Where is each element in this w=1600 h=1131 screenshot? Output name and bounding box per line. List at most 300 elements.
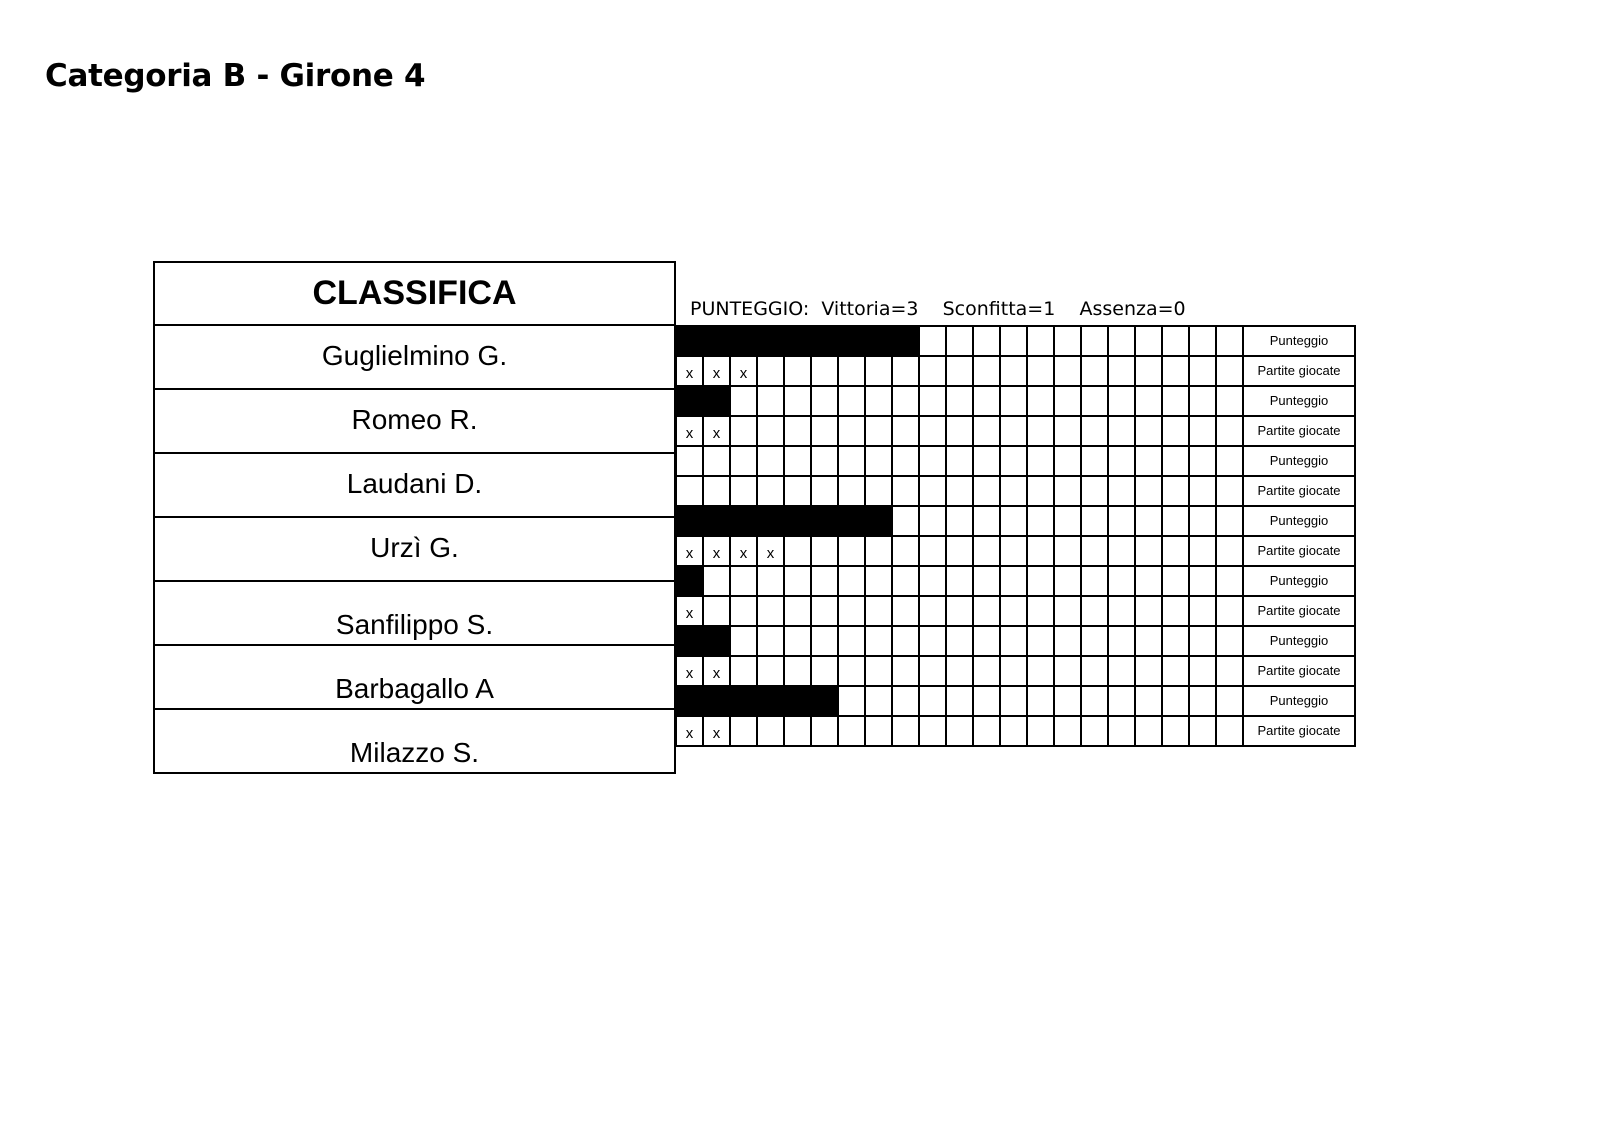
score-cell-empty <box>730 626 757 656</box>
played-cell <box>1054 356 1081 386</box>
played-cell <box>919 356 946 386</box>
played-cell <box>730 416 757 446</box>
score-cell-empty <box>1027 626 1054 656</box>
played-cell <box>838 536 865 566</box>
score-cell-empty <box>1081 326 1108 356</box>
score-row <box>676 626 1355 656</box>
played-cell <box>919 536 946 566</box>
player-name-row <box>155 582 674 646</box>
played-cell <box>1216 716 1243 746</box>
played-cell <box>838 356 865 386</box>
score-row-label: Punteggio <box>1243 566 1355 596</box>
score-row <box>676 446 1355 476</box>
score-cell-empty <box>1189 326 1216 356</box>
score-cell-empty <box>1108 506 1135 536</box>
played-cell: x <box>703 356 730 386</box>
played-cell <box>1027 716 1054 746</box>
played-cell <box>703 596 730 626</box>
played-row-label: Partite giocate <box>1243 656 1355 686</box>
played-cell <box>1000 536 1027 566</box>
played-cell <box>1189 536 1216 566</box>
score-cell-empty <box>1054 326 1081 356</box>
played-cell <box>784 476 811 506</box>
played-cell <box>1162 476 1189 506</box>
played-cell <box>1135 356 1162 386</box>
score-cell-filled <box>730 326 757 356</box>
played-cell <box>784 656 811 686</box>
played-cell <box>1054 536 1081 566</box>
score-cell-empty <box>1135 686 1162 716</box>
score-cell-empty <box>1216 326 1243 356</box>
score-cell-filled <box>784 506 811 536</box>
score-cell-empty <box>784 446 811 476</box>
player-name-row <box>155 518 674 582</box>
played-cell <box>892 356 919 386</box>
played-cell <box>892 416 919 446</box>
played-cell <box>1054 656 1081 686</box>
played-cell: x <box>730 356 757 386</box>
score-cell-filled <box>811 686 838 716</box>
player-name-row <box>155 326 674 390</box>
score-row <box>676 566 1355 596</box>
played-cell: x <box>757 536 784 566</box>
score-row-label: Punteggio <box>1243 386 1355 416</box>
played-cell <box>1000 476 1027 506</box>
played-cell <box>1135 656 1162 686</box>
score-cell-filled <box>865 326 892 356</box>
played-cell <box>1027 536 1054 566</box>
played-cell <box>1162 416 1189 446</box>
score-row-label: Punteggio <box>1243 326 1355 356</box>
score-cell-empty <box>892 566 919 596</box>
score-cell-filled <box>730 686 757 716</box>
played-cell <box>676 476 703 506</box>
score-cell-empty <box>838 566 865 596</box>
played-cell <box>811 656 838 686</box>
score-cell-empty <box>1081 446 1108 476</box>
score-cell-empty <box>757 386 784 416</box>
score-cell-empty <box>811 446 838 476</box>
played-cell: x <box>703 416 730 446</box>
played-cell <box>1081 356 1108 386</box>
played-cell <box>811 416 838 446</box>
played-cell <box>1135 716 1162 746</box>
played-cell <box>1162 356 1189 386</box>
played-cell <box>838 416 865 446</box>
played-row <box>676 476 1355 506</box>
score-cell-empty <box>1081 626 1108 656</box>
score-cell-empty <box>1162 506 1189 536</box>
played-row <box>676 596 1355 626</box>
played-cell <box>757 356 784 386</box>
played-cell <box>1108 356 1135 386</box>
played-cell <box>973 536 1000 566</box>
score-cell-empty <box>1081 686 1108 716</box>
score-cell-empty <box>811 386 838 416</box>
score-cell-empty <box>1135 386 1162 416</box>
played-cell <box>1108 596 1135 626</box>
score-cell-empty <box>1216 626 1243 656</box>
played-cell <box>1189 416 1216 446</box>
score-cell-empty <box>730 446 757 476</box>
score-cell-empty <box>1000 686 1027 716</box>
played-row-label: Partite giocate <box>1243 416 1355 446</box>
score-cell-empty <box>1216 686 1243 716</box>
played-cell <box>1081 476 1108 506</box>
score-cell-empty <box>1135 446 1162 476</box>
played-cell <box>1000 716 1027 746</box>
played-cell <box>892 596 919 626</box>
played-cell <box>1027 656 1054 686</box>
score-cell-empty <box>973 326 1000 356</box>
played-cell <box>1081 416 1108 446</box>
score-cell-empty <box>892 686 919 716</box>
played-cell <box>784 596 811 626</box>
score-cell-empty <box>919 626 946 656</box>
played-cell <box>811 596 838 626</box>
score-cell-empty <box>1162 326 1189 356</box>
player-name: Sanfilippo S. <box>335 609 494 640</box>
score-cell-empty <box>973 446 1000 476</box>
played-cell <box>865 536 892 566</box>
score-cell-empty <box>919 506 946 536</box>
score-cell-empty <box>1108 386 1135 416</box>
score-cell-filled <box>838 326 865 356</box>
score-row-label: Punteggio <box>1243 626 1355 656</box>
played-cell <box>1162 536 1189 566</box>
played-cell <box>946 416 973 446</box>
score-cell-filled <box>703 686 730 716</box>
played-cell <box>946 476 973 506</box>
played-cell: x <box>703 536 730 566</box>
played-cell <box>1027 596 1054 626</box>
played-cell <box>973 656 1000 686</box>
score-cell-empty <box>1054 686 1081 716</box>
score-cell-empty <box>784 626 811 656</box>
score-cell-empty <box>1162 686 1189 716</box>
score-cell-empty <box>1162 626 1189 656</box>
played-cell <box>892 476 919 506</box>
played-cell <box>865 416 892 446</box>
played-cell <box>757 716 784 746</box>
played-cell <box>1135 596 1162 626</box>
score-cell-empty <box>1108 686 1135 716</box>
played-cell <box>730 596 757 626</box>
score-cell-empty <box>1000 446 1027 476</box>
score-cell-empty <box>1054 506 1081 536</box>
score-cell-empty <box>1216 386 1243 416</box>
player-name: Milazzo S. <box>349 737 480 768</box>
score-row-label: Punteggio <box>1243 446 1355 476</box>
played-cell: x <box>676 356 703 386</box>
standings-header: CLASSIFICA <box>155 263 674 326</box>
played-cell <box>1189 656 1216 686</box>
score-cell-filled <box>757 686 784 716</box>
score-cell-empty <box>919 326 946 356</box>
played-cell <box>1108 536 1135 566</box>
score-cell-filled <box>676 506 703 536</box>
played-cell <box>1162 596 1189 626</box>
score-cell-empty <box>1135 626 1162 656</box>
played-cell <box>1189 356 1216 386</box>
played-cell <box>1135 416 1162 446</box>
score-row <box>676 326 1355 356</box>
score-cell-empty <box>1216 446 1243 476</box>
score-cell-empty <box>946 326 973 356</box>
player-name-row <box>155 390 674 454</box>
score-cell-filled <box>757 506 784 536</box>
score-cell-empty <box>892 506 919 536</box>
score-cell-filled <box>703 326 730 356</box>
played-cell <box>1189 476 1216 506</box>
played-cell <box>757 656 784 686</box>
score-cell-empty <box>1135 506 1162 536</box>
played-cell <box>973 596 1000 626</box>
played-cell <box>703 476 730 506</box>
played-cell <box>1189 716 1216 746</box>
score-cell-empty <box>703 566 730 596</box>
score-cell-empty <box>1135 566 1162 596</box>
played-cell <box>1216 656 1243 686</box>
score-cell-filled <box>892 326 919 356</box>
score-cell-filled <box>838 506 865 536</box>
score-cell-empty <box>1054 386 1081 416</box>
score-cell-empty <box>946 566 973 596</box>
played-cell <box>946 596 973 626</box>
played-cell: x <box>676 536 703 566</box>
played-cell <box>1216 596 1243 626</box>
score-cell-empty <box>1054 626 1081 656</box>
played-cell <box>1000 356 1027 386</box>
score-cell-empty <box>1000 566 1027 596</box>
score-cell-empty <box>1081 566 1108 596</box>
score-cell-empty <box>757 566 784 596</box>
score-cell-empty <box>1000 626 1027 656</box>
score-cell-empty <box>1108 566 1135 596</box>
played-cell <box>1000 416 1027 446</box>
played-cell <box>730 476 757 506</box>
played-cell <box>973 476 1000 506</box>
score-cell-empty <box>865 446 892 476</box>
played-cell <box>1000 656 1027 686</box>
score-cell-filled <box>676 566 703 596</box>
played-cell <box>1054 716 1081 746</box>
played-cell <box>1027 356 1054 386</box>
played-cell: x <box>676 716 703 746</box>
score-cell-empty <box>973 626 1000 656</box>
played-cell <box>1027 476 1054 506</box>
score-row-label: Punteggio <box>1243 686 1355 716</box>
score-cell-filled <box>676 626 703 656</box>
played-cell <box>892 656 919 686</box>
played-cell <box>1216 416 1243 446</box>
score-cell-empty <box>1027 686 1054 716</box>
played-cell <box>919 416 946 446</box>
player-name-row <box>155 710 674 772</box>
score-cell-empty <box>865 386 892 416</box>
score-cell-empty <box>811 566 838 596</box>
score-cell-empty <box>811 626 838 656</box>
score-cell-empty <box>1162 386 1189 416</box>
played-cell <box>892 716 919 746</box>
score-cell-empty <box>1081 506 1108 536</box>
played-cell <box>730 716 757 746</box>
played-cell <box>865 716 892 746</box>
played-cell <box>973 416 1000 446</box>
played-cell <box>919 716 946 746</box>
score-cell-filled <box>811 506 838 536</box>
played-cell <box>1054 596 1081 626</box>
score-cell-empty <box>1189 506 1216 536</box>
played-cell <box>919 656 946 686</box>
score-cell-empty <box>946 446 973 476</box>
played-cell <box>946 716 973 746</box>
played-cell: x <box>676 656 703 686</box>
played-cell <box>973 716 1000 746</box>
score-cell-empty <box>946 686 973 716</box>
played-cell <box>1081 716 1108 746</box>
page-title: Categoria B - Girone 4 <box>45 58 426 94</box>
player-name: Urzì G. <box>370 532 459 563</box>
score-cell-empty <box>1189 566 1216 596</box>
played-cell <box>919 596 946 626</box>
score-cell-empty <box>703 446 730 476</box>
score-cell-empty <box>1216 506 1243 536</box>
score-cell-empty <box>1027 446 1054 476</box>
score-cell-empty <box>946 386 973 416</box>
score-cell-filled <box>730 506 757 536</box>
played-cell <box>730 656 757 686</box>
played-row <box>676 536 1355 566</box>
played-cell <box>838 596 865 626</box>
score-cell-empty <box>1189 446 1216 476</box>
played-cell <box>865 656 892 686</box>
played-cell <box>1108 476 1135 506</box>
score-cell-empty <box>784 386 811 416</box>
played-cell <box>1216 476 1243 506</box>
score-row <box>676 386 1355 416</box>
played-cell <box>1108 416 1135 446</box>
score-cell-empty <box>1216 566 1243 596</box>
played-row-label: Partite giocate <box>1243 536 1355 566</box>
score-cell-empty <box>919 446 946 476</box>
score-cell-empty <box>1027 386 1054 416</box>
score-cell-empty <box>1162 566 1189 596</box>
played-cell <box>784 716 811 746</box>
score-cell-empty <box>973 686 1000 716</box>
played-cell <box>838 476 865 506</box>
score-cell-filled <box>784 326 811 356</box>
score-cell-empty <box>1000 386 1027 416</box>
score-cell-empty <box>973 566 1000 596</box>
player-name-row <box>155 646 674 710</box>
played-row <box>676 656 1355 686</box>
score-cell-empty <box>784 566 811 596</box>
played-cell <box>1189 596 1216 626</box>
score-cell-filled <box>703 386 730 416</box>
played-cell <box>784 536 811 566</box>
player-name: Romeo R. <box>351 404 478 435</box>
score-cell-empty <box>1000 506 1027 536</box>
played-cell <box>1081 596 1108 626</box>
score-cell-empty <box>1108 446 1135 476</box>
score-cell-empty <box>838 686 865 716</box>
score-row <box>676 686 1355 716</box>
score-cell-empty <box>838 386 865 416</box>
score-cell-filled <box>676 326 703 356</box>
score-cell-empty <box>892 386 919 416</box>
played-cell <box>946 656 973 686</box>
played-cell <box>1081 536 1108 566</box>
played-cell <box>1135 476 1162 506</box>
played-cell <box>757 416 784 446</box>
played-cell <box>1027 416 1054 446</box>
played-cell <box>811 716 838 746</box>
score-cell-empty <box>730 566 757 596</box>
player-name: Laudani D. <box>346 468 483 499</box>
played-cell <box>892 536 919 566</box>
standings-names-table <box>153 261 676 774</box>
played-cell <box>811 536 838 566</box>
score-cell-filled <box>865 506 892 536</box>
player-name: Guglielmino G. <box>321 340 508 371</box>
played-cell <box>973 356 1000 386</box>
score-cell-filled <box>784 686 811 716</box>
played-cell <box>1108 716 1135 746</box>
score-cell-empty <box>1189 386 1216 416</box>
played-cell <box>757 476 784 506</box>
score-cell-empty <box>676 446 703 476</box>
score-cell-filled <box>703 626 730 656</box>
score-cell-empty <box>757 446 784 476</box>
played-cell <box>865 596 892 626</box>
played-cell <box>811 476 838 506</box>
played-cell <box>1135 536 1162 566</box>
score-cell-filled <box>811 326 838 356</box>
score-cell-empty <box>1054 446 1081 476</box>
score-cell-empty <box>1108 326 1135 356</box>
score-cell-empty <box>1108 626 1135 656</box>
score-cell-empty <box>919 686 946 716</box>
played-row-label: Partite giocate <box>1243 356 1355 386</box>
score-cell-empty <box>757 626 784 656</box>
played-cell: x <box>676 416 703 446</box>
score-cell-empty <box>1000 326 1027 356</box>
played-cell <box>838 656 865 686</box>
played-cell <box>1108 656 1135 686</box>
score-cell-filled <box>757 326 784 356</box>
played-row <box>676 356 1355 386</box>
played-cell <box>1054 476 1081 506</box>
scoring-rule: PUNTEGGIO: Vittoria=3 Sconfitta=1 Assenza=0 <box>690 298 1186 320</box>
score-cell-empty <box>1027 326 1054 356</box>
score-cell-empty <box>892 626 919 656</box>
player-name-row <box>155 454 674 518</box>
score-row-label: Punteggio <box>1243 506 1355 536</box>
played-row-label: Partite giocate <box>1243 476 1355 506</box>
played-row <box>676 716 1355 746</box>
score-cell-empty <box>838 626 865 656</box>
score-cell-empty <box>1189 626 1216 656</box>
score-cell-empty <box>838 446 865 476</box>
played-cell <box>1162 716 1189 746</box>
score-cell-filled <box>703 506 730 536</box>
score-cell-empty <box>1027 566 1054 596</box>
player-name: Barbagallo A <box>335 673 494 704</box>
score-cell-empty <box>1135 326 1162 356</box>
score-cell-empty <box>919 386 946 416</box>
played-cell <box>1216 356 1243 386</box>
